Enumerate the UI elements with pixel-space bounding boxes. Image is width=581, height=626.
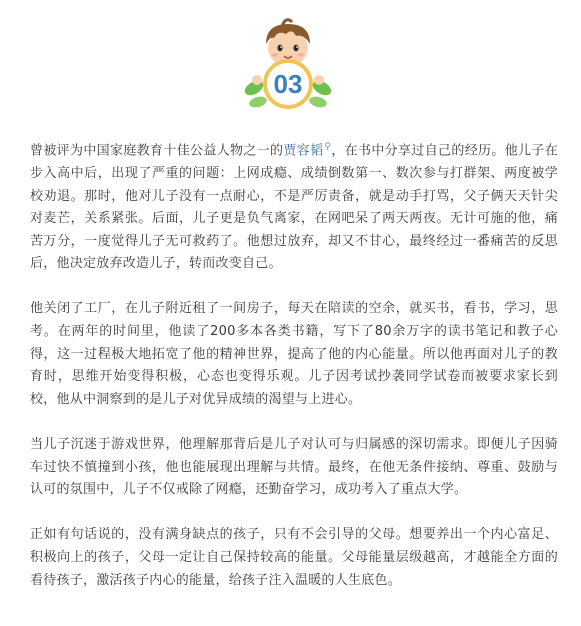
hand-left-icon — [252, 75, 262, 85]
paragraph-1-text-start: 曾被评为中国家庭教育十佳公益人物之一的 — [30, 143, 284, 159]
section-number: 03 — [273, 69, 303, 99]
leaf-bottom-right-icon — [308, 95, 328, 109]
search-icon[interactable]: ⚲ — [324, 142, 332, 152]
person-name-link[interactable]: 贾容韬 — [283, 143, 324, 159]
eye-left-icon — [277, 45, 282, 52]
paragraph-1 — [30, 136, 558, 276]
section-number-badge — [238, 14, 338, 114]
paragraph-4: 正如有句话说的，没有满身缺点的孩子，只有不会引导的父母。想要养出一个内心富足、积极向上的孩子，父母一定让自己保持较高的能量。父母能量层级越高，才越能全方面的看待孩子，激活孩子内心的能量，给孩子注入温暖的人生底色。 — [30, 527, 558, 588]
paragraph-2: 他关闭了工厂，在儿子附近租了一间房子，每天在陪读的空余，就买书，看书，学习，思考。在两年的时间里，他读了200多本各类书籍，写下了80余万字的读书笔记和教子心得，这一过程极大地拓宽了他的精神世界，提高了他的内心能量。所以他再面对儿子的教育时，思维开始变得积极，心态也变得乐观。儿子因考试抄袭同学试卷而被要求家长到校，他从中洞察到的是儿子对优异成绩的渴望与上进心。 — [30, 301, 558, 407]
paragraph-1-text-end: ，在书中分享过自己的经历。他儿子在步入高中后，出现了严重的问题：上网成瘾、成绩倒数第一、数次参与打群架、两度被学校劝退。那时，他对儿子没有一点耐心，不是严厉责备，就是动手打骂，父子俩天天针尖对麦芒，关系紧张。后面，儿子更是负气离家，在网吧呆了两天两夜。无计可施的他，痛苦万分，一度觉得儿子无可救药了。他想过放弃，却又不甘心，最终经过一番痛苦的反思后，他决定放弃改造儿子，转而改变自己。 — [30, 143, 558, 272]
cartoon-boy-illustration — [238, 14, 338, 114]
hand-right-icon — [314, 75, 324, 85]
leaf-bottom-left-icon — [248, 95, 268, 109]
article-body — [30, 136, 558, 615]
eye-right-icon — [293, 45, 298, 52]
paragraph-3: 当儿子沉迷于游戏世界，他理解那背后是儿子对认可与归属感的深切需求。即便儿子因骑车过快不慎撞到小孩，他也能展现出理解与共情。最终，在他无条件接纳、尊重、鼓励与认可的氛围中，儿子不仅戒除了网瘾，还勤奋学习，成功考入了重点大学。 — [30, 437, 558, 498]
